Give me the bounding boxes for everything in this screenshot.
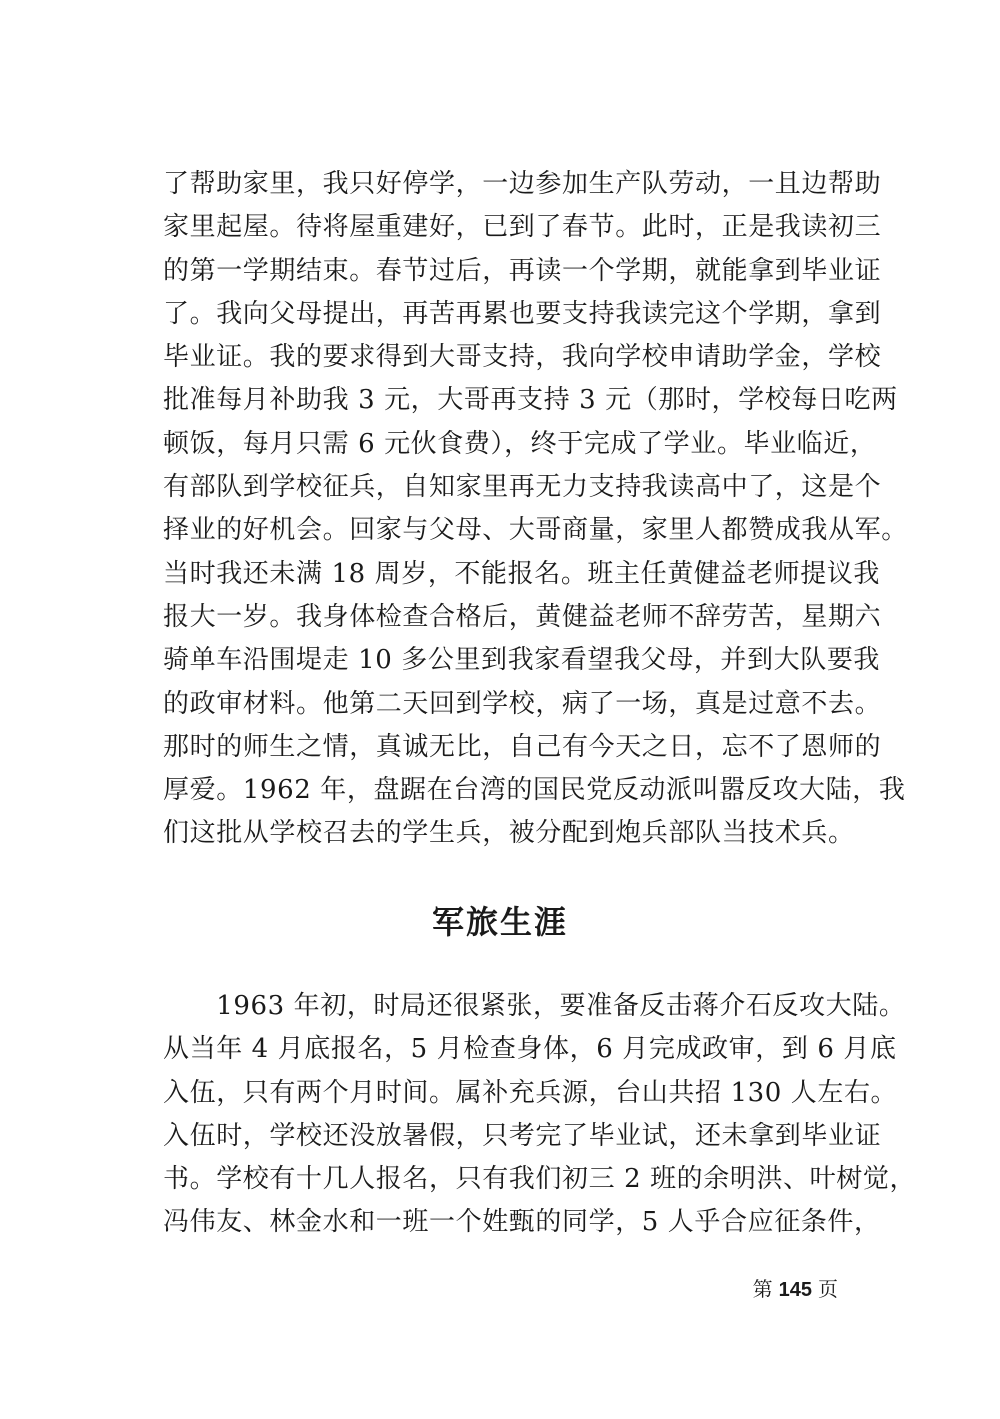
text-line: 们这批从学校召去的学生兵，被分配到炮兵部队当技术兵。 — [163, 818, 855, 849]
page-number-prefix: 第 — [752, 1277, 773, 1301]
text-line: 从当年 4 月底报名，5 月检查身体，6 月完成政审，到 6 月底 — [163, 1034, 897, 1065]
body-paragraph-2 — [163, 985, 917, 1245]
page-footer — [753, 1274, 838, 1305]
text-line: 当时我还未满 18 周岁，不能报名。班主任黄健益老师提议我 — [163, 558, 881, 589]
text-line: 了。我向父母提出，再苦再累也要支持我读完这个学期，拿到 — [163, 298, 882, 329]
text-line: 有部队到学校征兵，自知家里再无力支持我读高中了，这是个 — [163, 472, 882, 503]
section-title: 军旅生涯 — [431, 903, 568, 941]
text-line: 报大一岁。我身体检查合格后，黄健益老师不辞劳苦，星期六 — [163, 601, 882, 632]
text-line: 顿饭，每月只需 6 元伙食费），终于完成了学业。毕业临近， — [163, 428, 877, 459]
text-line: 厚爱。1962 年，盘踞在台湾的国民党反动派叫嚣反攻大陆，我 — [163, 775, 906, 806]
text-line: 1963 年初，时局还很紧张，要准备反击蒋介石反攻大陆。 — [163, 991, 906, 1021]
text-line: 入伍，只有两个月时间。属补充兵源，台山共招 130 人左右。 — [163, 1077, 898, 1108]
text-line: 书。学校有十几人报名，只有我们初三 2 班的余明洪、叶树觉， — [163, 1164, 917, 1195]
text-line: 批准每月补助我 3 元，大哥再支持 3 元（那时，学校每日吃两 — [163, 385, 898, 416]
text-line: 的政审材料。他第二天回到学校，病了一场，真是过意不去。 — [163, 688, 882, 719]
text-line: 入伍时，学校还没放暑假，只考完了毕业试，还未拿到毕业证 — [163, 1120, 882, 1151]
text-line: 毕业证。我的要求得到大哥支持，我向学校申请助学金，学校 — [163, 342, 882, 373]
text-line: 了帮助家里，我只好停学，一边参加生产队劳动，一且边帮助 — [163, 169, 882, 199]
page-number: 145 — [778, 1279, 812, 1301]
text-line: 骑单车沿围堤走 10 多公里到我家看望我父母，并到大队要我 — [163, 645, 881, 676]
text-line: 择业的好机会。回家与父母、大哥商量，家里人都赞成我从军。 — [163, 515, 908, 546]
page-number-suffix: 页 — [818, 1277, 838, 1301]
text-line: 家里起屋。待将屋重建好，已到了春节。此时，正是我读初三 — [163, 212, 882, 243]
body-paragraph-1 — [163, 163, 908, 856]
text-line: 的第一学期结束。春节过后，再读一个学期，就能拿到毕业证 — [163, 255, 882, 286]
text-line: 冯伟友、林金水和一班一个姓甄的同学，5 人乎合应征条件， — [163, 1207, 881, 1238]
text-line: 那时的师生之情，真诚无比，自己有今天之日，忘不了恩师的 — [163, 731, 882, 762]
